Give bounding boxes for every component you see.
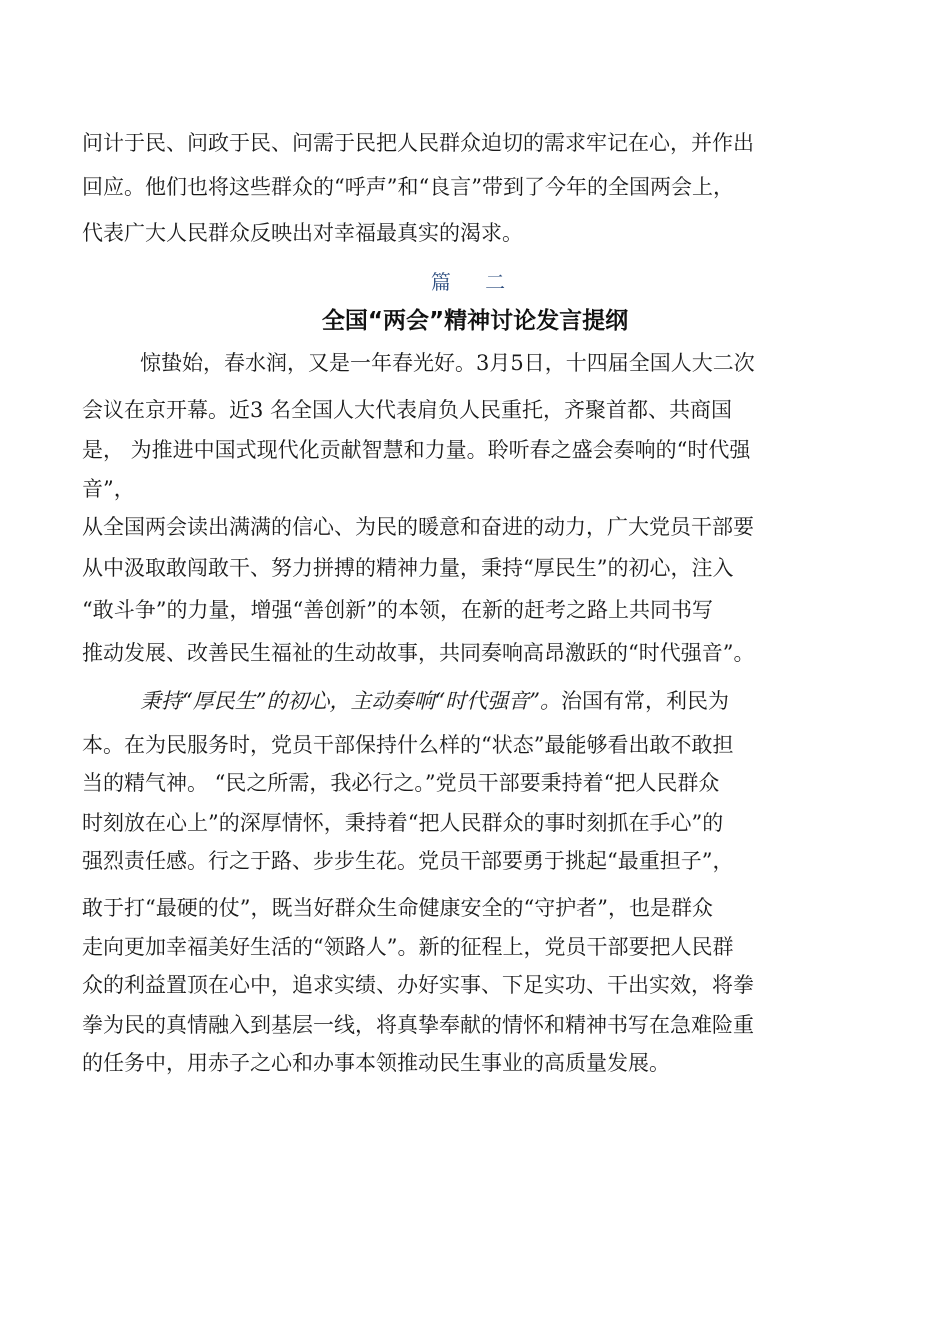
intro-line: 推动发展、改善民生福祉的生动故事，共同奏响高昂激跃的“时代强音”。 — [82, 641, 755, 665]
continuation-line: 问计于民、问政于民、问需于民把人民群众迫切的需求牢记在心，并作出 — [82, 131, 754, 155]
continuation-line: 回应。他们也将这些群众的“呼声”和“良言”带到了今年的全国两会上， — [82, 175, 734, 199]
body-line: 敢于打“最硬的仗”，既当好群众生命健康安全的“守护者”，也是群众 — [82, 896, 713, 920]
body-line: 拳为民的真情融入到基层一线，将真挚奉献的情怀和精神书写在急难险重 — [82, 1013, 754, 1037]
intro-line: 惊蛰始，春水润，又是一年春光好。3月5日，十四届全国人大二次 — [140, 351, 755, 375]
body-heading: 秉持“厚民生”的初心，主动奏响“时代强音”。 — [140, 689, 561, 713]
body-line: 众的利益置顶在心中，追求实绩、办好实事、下足实功、干出实效，将拳 — [82, 973, 754, 997]
body-line: 时刻放在心上”的深厚情怀，秉持着“把人民群众的事时刻抓在手心”的 — [82, 811, 724, 835]
intro-line: 从中汲取敢闯敢干、努力拼搏的精神力量，秉持“厚民生”的初心，注入 — [82, 556, 734, 580]
body-line: 本。在为民服务时，党员干部保持什么样的“状态”最能够看出敢不敢担 — [82, 733, 734, 757]
intro-line: “敢斗争”的力量，增强“善创新”的本领，在新的赶考之路上共同书写 — [82, 598, 713, 622]
body-first-line-rest: 治国有常，利民为 — [560, 689, 729, 713]
body-line: 当的精气神。 “民之所需，我必行之。”党员干部要秉持着“把人民群众 — [82, 771, 720, 795]
continuation-line: 代表广大人民群众反映出对幸福最真实的渴求。 — [82, 221, 523, 245]
intro-line: 音”， — [82, 477, 135, 501]
intro-line: 从全国两会读出满满的信心、为民的暖意和奋进的动力，广大党员干部要 — [82, 515, 754, 539]
section-title: 全国“两会”精神讨论发言提纲 — [321, 308, 629, 334]
body-line: 走向更加幸福美好生活的“领路人”。新的征程上，党员干部要把人民群 — [82, 935, 734, 959]
intro-line: 是， 为推进中国式现代化贡献智慧和力量。聆听春之盛会奏响的“时代强 — [82, 438, 751, 462]
intro-line: 会议在京开幕。近3 名全国人大代表肩负人民重托，齐聚首都、共商国 — [82, 398, 733, 422]
section-label: 篇 二 — [430, 270, 520, 294]
body-line: 的任务中，用赤子之心和办事本领推动民生事业的高质量发展。 — [82, 1051, 670, 1075]
body-line: 强烈责任感。行之于路、步步生花。党员干部要勇于挑起“最重担子”， — [82, 849, 734, 873]
body-first-line — [140, 686, 729, 716]
